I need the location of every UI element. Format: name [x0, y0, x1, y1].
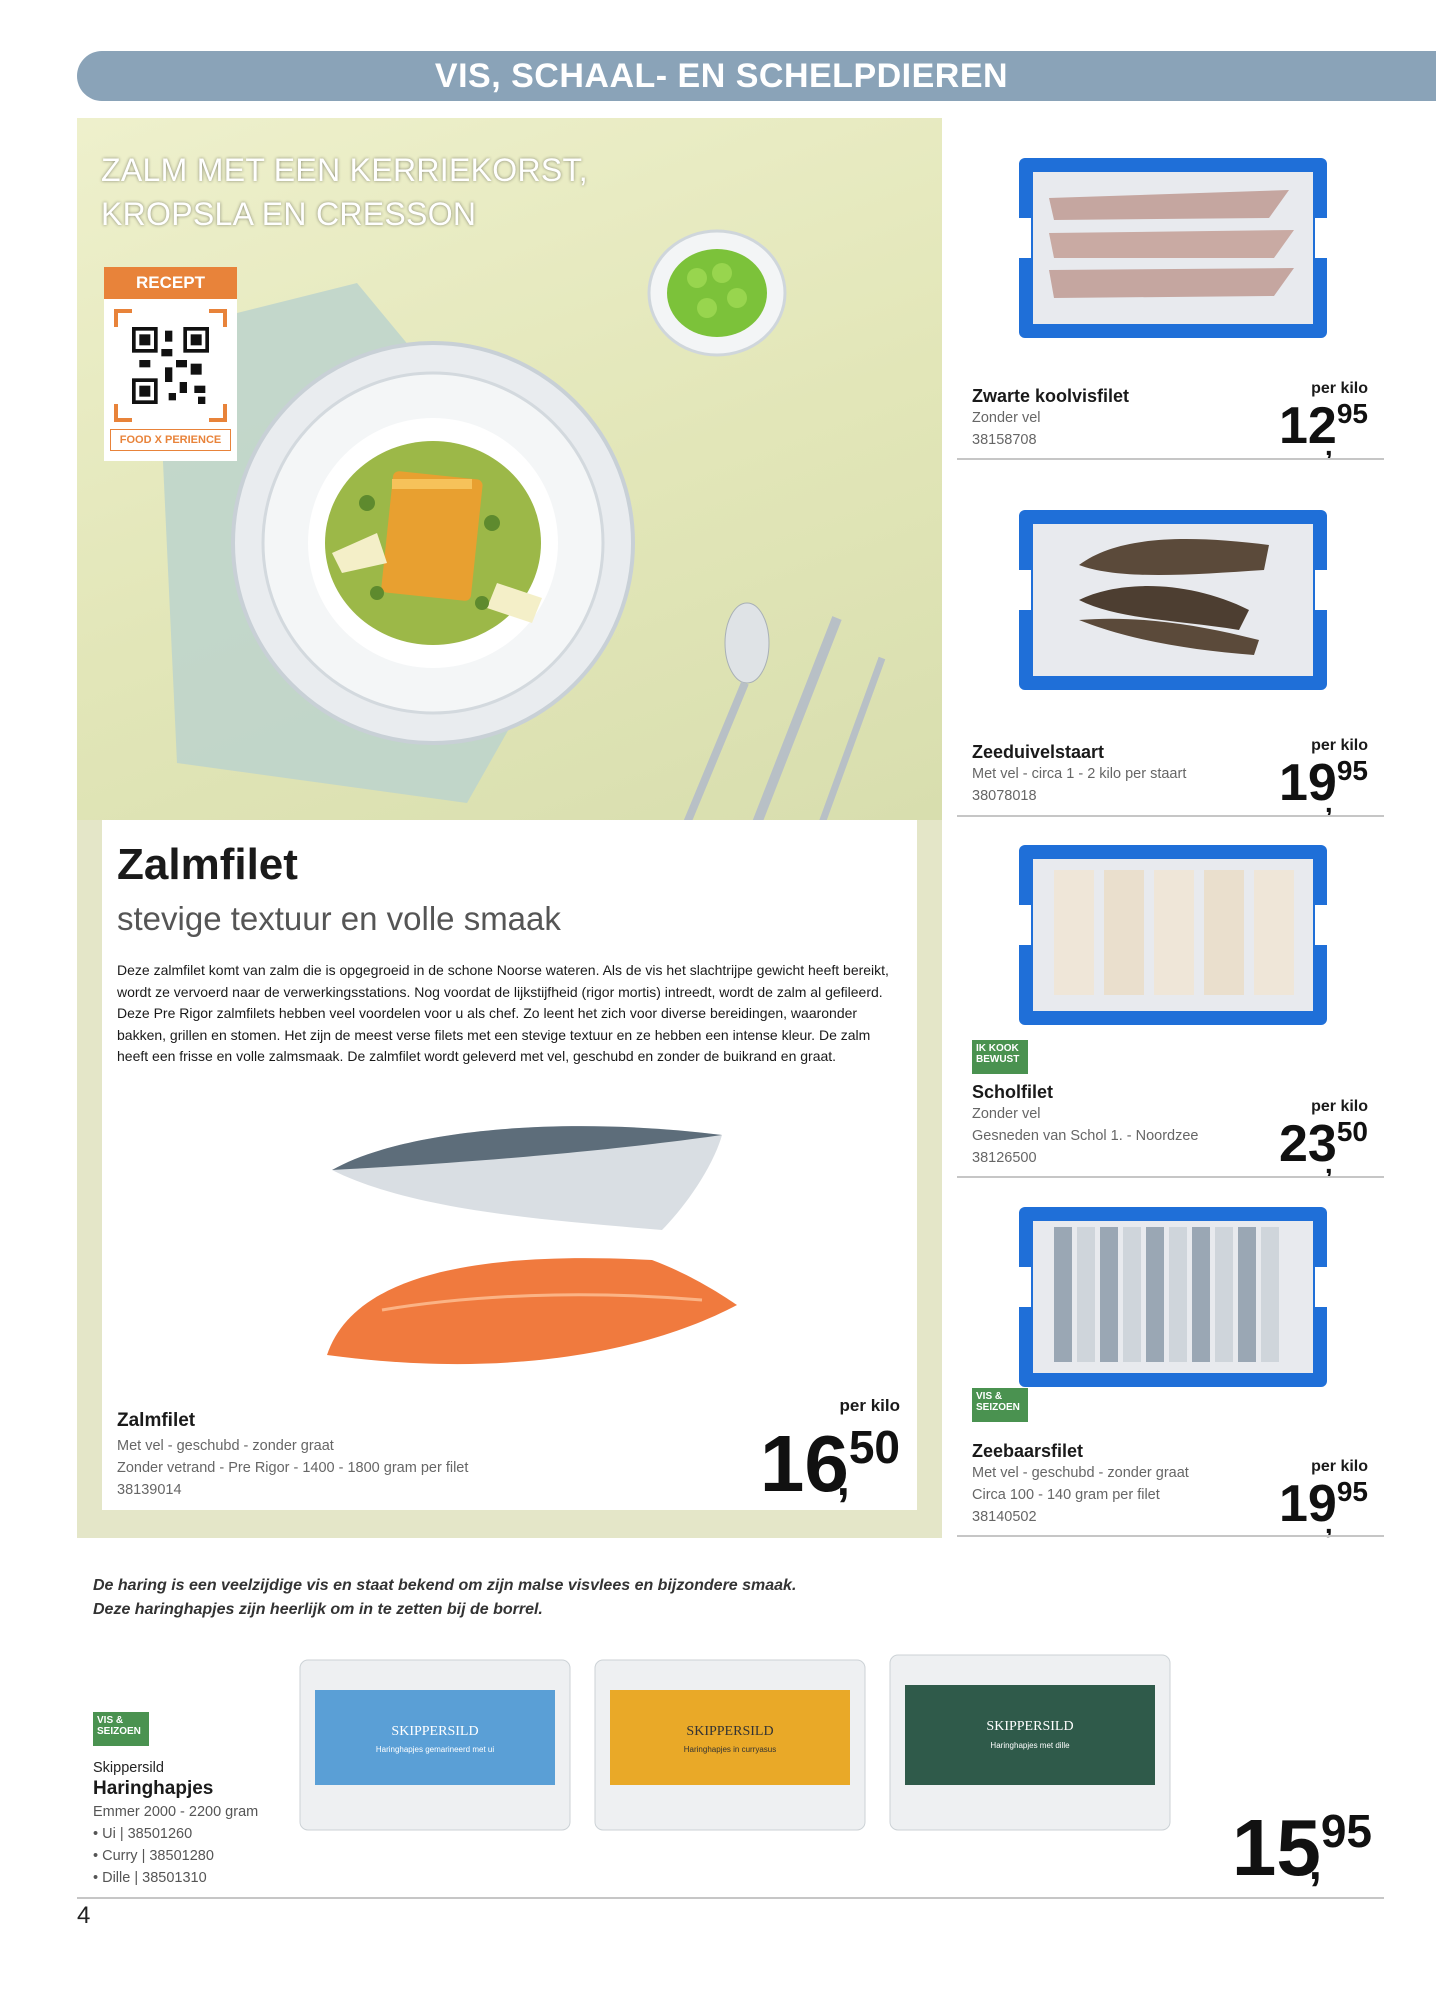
herring-variant-ui: • Ui | 38501260	[93, 1826, 193, 1842]
product-card	[957, 148, 1384, 460]
section-banner: VIS, SCHAAL- EN SCHELPDIEREN	[77, 51, 1436, 101]
divider	[957, 815, 1384, 817]
ik-kook-bewust-badge: IK KOOK BEWUST	[972, 1040, 1028, 1074]
product-per-kilo: per kilo	[1311, 737, 1368, 754]
feature-code: 38139014	[117, 1482, 182, 1498]
feature-line2: Zonder vetrand - Pre Rigor - 1400 - 1800 gram per filet	[117, 1460, 469, 1476]
bucket3-label: Haringhapjes met dille	[990, 1741, 1070, 1750]
product-price-euro: 19	[1279, 1475, 1337, 1533]
bucket-brand: SKIPPERSILD	[986, 1719, 1074, 1734]
product-name: Zeeduivelstaart	[972, 742, 1105, 762]
product-line1: Met vel - circa 1 - 2 kilo per staart	[972, 766, 1187, 782]
herring-variant-dille: • Dille | 38501310	[93, 1870, 207, 1886]
herring-intro-line2: Deze haringhapjes zijn heerlijk om in te zetten bij de borrel.	[93, 1601, 543, 1618]
qr-code-icon	[132, 327, 209, 404]
feature-title: Zalmfilet	[117, 840, 298, 889]
herring-buckets-image	[290, 1640, 1190, 1840]
product-name: Zeebaarsfilet	[972, 1441, 1084, 1461]
product-line1: Zonder vel	[972, 1106, 1041, 1122]
bean-bowl	[637, 218, 797, 368]
herring-brand: Skippersild	[93, 1760, 164, 1776]
vis-en-seizoen-badge: VIS & SEIZOEN	[93, 1712, 149, 1746]
herring-price	[1231, 1803, 1372, 1892]
feature-product-name: Zalmfilet	[117, 1410, 196, 1431]
feature-per-kilo: per kilo	[839, 1396, 900, 1415]
divider	[957, 458, 1384, 460]
product-price	[1279, 1475, 1368, 1533]
product-per-kilo: per kilo	[1311, 380, 1368, 397]
recipe-title-line2: KROPSLA EN CRESSON	[101, 196, 477, 232]
product-line1: Zonder vel	[972, 410, 1041, 426]
product-price-cents: , 50	[1337, 1118, 1368, 1146]
product-name: Scholfilet	[972, 1082, 1054, 1102]
foodxperience-logo: FOOD X PERIENCE	[110, 429, 231, 451]
product-code: 38140502	[972, 1509, 1037, 1525]
product-per-kilo: per kilo	[1311, 1098, 1368, 1115]
product-line1: Met vel - geschubd - zonder graat	[972, 1465, 1189, 1481]
bucket-brand: SKIPPERSILD	[686, 1724, 774, 1739]
fish-crate-image	[1019, 845, 1327, 1025]
herring-size: Emmer 2000 - 2200 gram	[93, 1804, 259, 1820]
product-per-kilo: per kilo	[1311, 1458, 1368, 1475]
product-line2: Gesneden van Schol 1. - Noordzee	[972, 1128, 1199, 1144]
qr-frame	[114, 309, 227, 422]
product-price-euro: 23	[1279, 1115, 1337, 1173]
vis-en-seizoen-badge: VIS & SEIZOEN	[972, 1388, 1028, 1422]
product-price-euro: 12	[1279, 397, 1337, 455]
recipe-photo	[77, 118, 942, 820]
product-price-euro: 19	[1279, 754, 1337, 812]
herring-intro-line1: De haring is een veelzijdige vis en staat bekend om zijn malse visvlees en bijzondere smaak.	[93, 1577, 797, 1594]
product-line2: Circa 100 - 140 gram per filet	[972, 1487, 1160, 1503]
footer-divider	[77, 1897, 1384, 1899]
herring-name: Haringhapjes	[93, 1778, 214, 1799]
product-price	[1279, 754, 1368, 812]
product-code: 38078018	[972, 788, 1037, 804]
page-number: 4	[77, 1902, 91, 1929]
fish-crate-image	[1019, 158, 1327, 338]
herring-price-euro: 15	[1231, 1803, 1321, 1892]
feature-line1: Met vel - geschubd - zonder graat	[117, 1438, 334, 1454]
product-price-cents: , 95	[1337, 1478, 1368, 1506]
feature-card	[102, 820, 917, 1510]
product-card	[957, 840, 1384, 1180]
cutlery	[677, 598, 917, 820]
product-card	[957, 1205, 1384, 1540]
herring-intro	[93, 1574, 796, 1622]
product-price	[1279, 1115, 1368, 1173]
herring-variant-curry: • Curry | 38501280	[93, 1848, 214, 1864]
feature-description: Deze zalmfilet komt van zalm die is opgegroeid in de schone Noorse wateren. Als de vis het slachtrijpe gewicht heeft bereikt, wordt ze vervoerd naar de verwerkingsstations. Nog voordat de lijkstijfheid (rigor mortis) intreedt, wordt de zalm al gefileerd. Deze Pre Rigor zalmfilets hebben veel voordelen voor u als chef. Zo leent het zich voor diverse bereidingen, waaronder bakken, grillen en stomen. Het zijn de meest verse filets met een stevige textuur en ze hebben een intense kleur. De zalm heeft een frisse en volle zalmsmaak. De zalmfilet wordt geleverd met vel, geschubd en zonder de buikrand en graat.	[117, 962, 889, 1064]
recipe-qr-card[interactable]	[104, 267, 237, 461]
product-code: 38126500	[972, 1150, 1037, 1166]
product-name: Zwarte koolvisfilet	[972, 386, 1130, 406]
product-price-cents: , 95	[1337, 400, 1368, 428]
bucket1-label: Haringhapjes gemarineerd met ui	[375, 1745, 495, 1754]
herring-price-cents: , 95	[1321, 1808, 1372, 1854]
recipe-title-line1: ZALM MET EEN KERRIEKORST,	[101, 152, 588, 188]
feature-subtitle: stevige textuur en volle smaak	[117, 900, 561, 937]
fish-crate-image	[1019, 1207, 1327, 1387]
recipe-title	[101, 148, 588, 236]
hero-panel	[77, 118, 942, 1538]
product-price	[1279, 397, 1368, 455]
feature-price-cents: , 50	[849, 1424, 900, 1470]
qr-label: RECEPT	[104, 267, 237, 299]
bucket-brand: SKIPPERSILD	[391, 1724, 479, 1739]
product-code: 38158708	[972, 432, 1037, 448]
salmon-fillets-image	[322, 1110, 742, 1400]
bucket2-label: Haringhapjes in curryasus	[683, 1745, 777, 1754]
fish-crate-image	[1019, 510, 1327, 690]
product-card	[957, 505, 1384, 817]
feature-price	[759, 1419, 900, 1508]
divider	[957, 1176, 1384, 1178]
product-price-cents: , 95	[1337, 757, 1368, 785]
feature-price-euro: 16	[759, 1419, 849, 1508]
divider	[957, 1535, 1384, 1537]
